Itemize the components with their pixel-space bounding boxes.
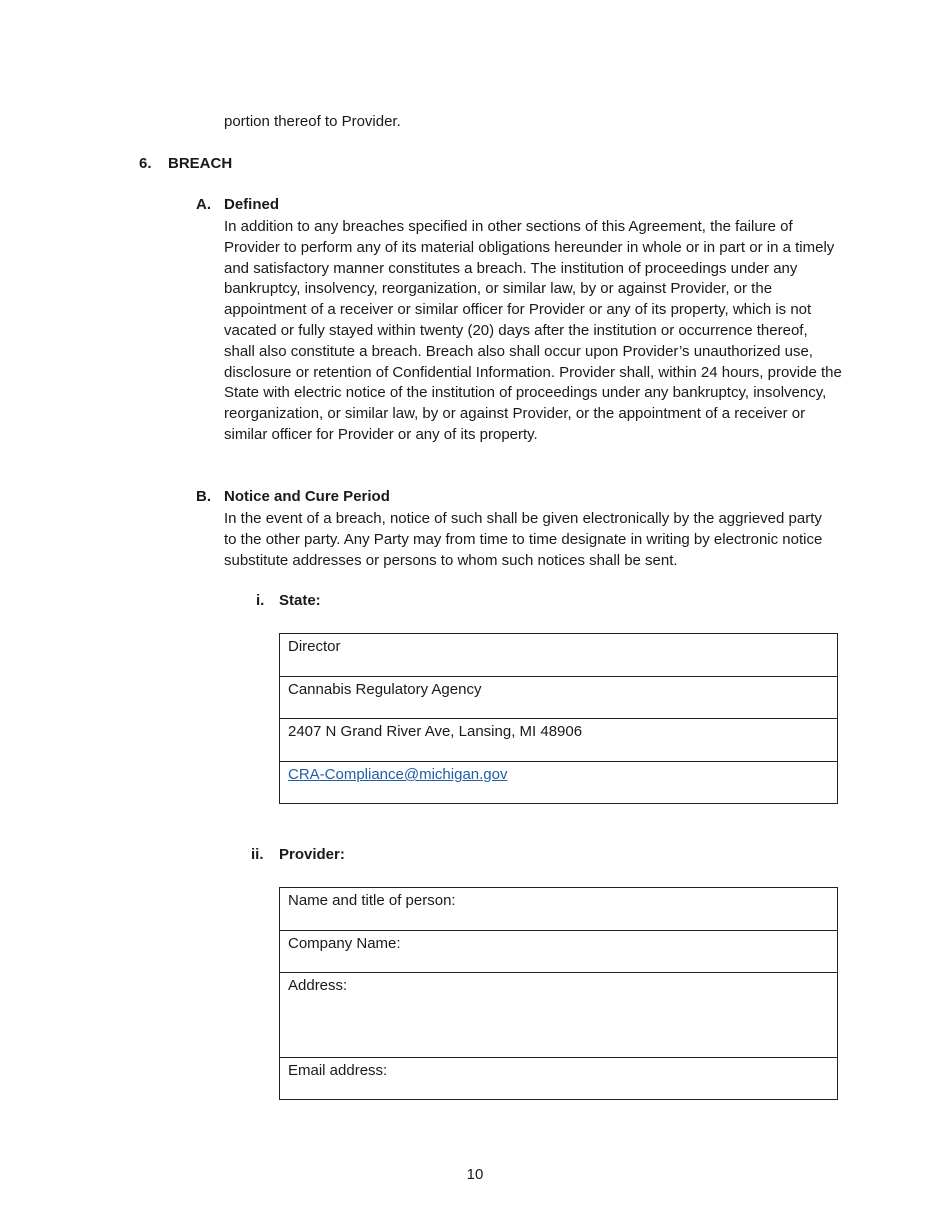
state-email-link[interactable]: CRA-Compliance@michigan.gov <box>288 766 508 783</box>
provider-company: Company Name: <box>280 931 838 973</box>
subsection-b-body: In the event of a breach, notice of such shall be given electronically by the aggrieved party to the other party. Any Party may from time to time designate in writing by electronic notice substitute addresses or persons to whom such notices shall be sent. <box>224 510 823 569</box>
section-number: 6. <box>139 155 152 172</box>
subsection-b-title: Notice and Cure Period <box>224 488 390 505</box>
continuation-text: portion thereof to Provider. <box>224 113 401 130</box>
provider-numeral: ii. <box>251 846 264 863</box>
section-title: BREACH <box>168 155 233 172</box>
subsection-a-title: Defined <box>224 196 280 213</box>
provider-address: Address: <box>280 973 838 1058</box>
state-contact-table <box>279 633 838 804</box>
state-director: Director <box>280 634 838 677</box>
provider-title: Provider: <box>279 846 345 863</box>
state-email-cell <box>280 762 838 804</box>
subsection-a-letter: A. <box>196 196 211 213</box>
provider-email: Email address: <box>280 1058 838 1100</box>
state-address: 2407 N Grand River Ave, Lansing, MI 48906 <box>280 719 838 762</box>
state-title: State: <box>279 592 321 609</box>
subsection-b-letter: B. <box>196 488 211 505</box>
page-number: 10 <box>466 1166 484 1183</box>
subsection-a-body: In addition to any breaches specified in other sections of this Agreement, the failure of Provider to perform any of its material obligations hereunder in whole or in part or in a timely and satisfactory manner constitutes a breach. The institution of proceedings under any bankruptcy, insolvency, reorganization, or similar law, by or against Provider, or the appointment of a receiver or similar officer for Provider or any of its property, which is not vacated or fully stayed within twenty (20) days after the institution or occurrence thereof, shall also constitute a breach. Breach also shall occur upon Provider’s unauthorized use, disclosure or retention of Confidential Information. Provider shall, within 24 hours, provide the State with electric notice of the institution of proceedings under any bankruptcy, insolvency, reorganization, or similar law, by or against Provider, or the appointment of a receiver or similar officer for Provider or any of its property. <box>224 218 842 443</box>
state-agency: Cannabis Regulatory Agency <box>280 677 838 719</box>
state-numeral: i. <box>256 592 265 609</box>
provider-name-title: Name and title of person: <box>280 888 838 931</box>
provider-contact-table <box>279 887 838 1100</box>
